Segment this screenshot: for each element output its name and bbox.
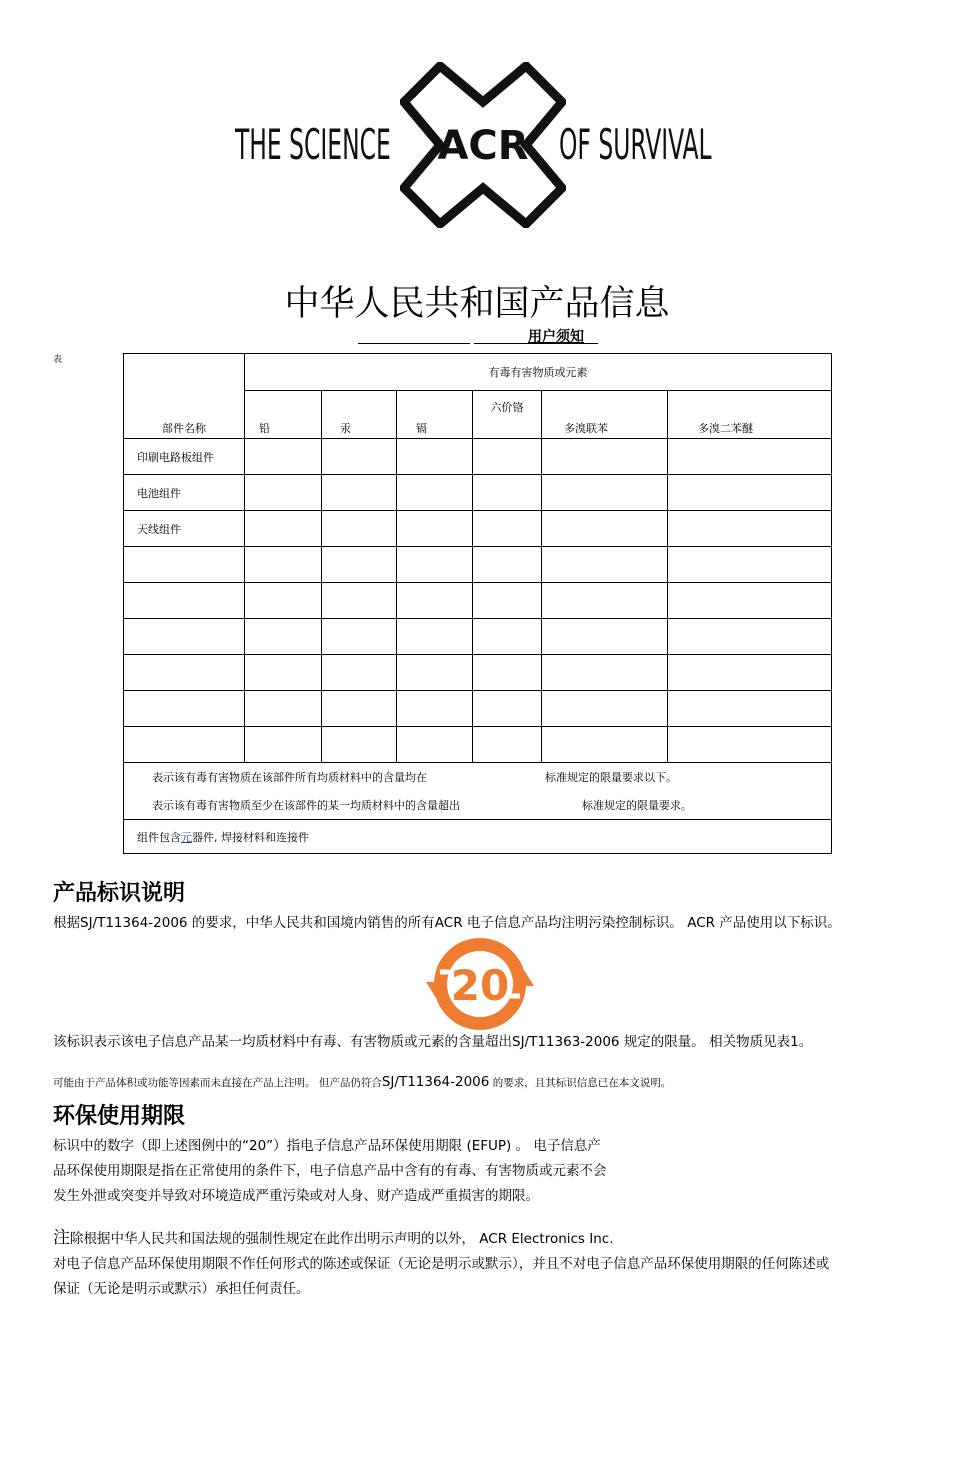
table-cell [473, 511, 542, 547]
table-cell [473, 619, 542, 655]
note-lead: 注 [53, 1228, 70, 1248]
table-cell [668, 691, 832, 727]
table-cell [668, 475, 832, 511]
note-line-1 [124, 763, 831, 791]
table-cell [397, 511, 473, 547]
column-header: 多溴二苯醚 [668, 391, 832, 439]
efup-recycle-icon [424, 936, 536, 1032]
table-cell [542, 583, 668, 619]
table-cell [397, 619, 473, 655]
table-cell [668, 583, 832, 619]
table-row [124, 547, 832, 583]
table-cell [245, 547, 322, 583]
column-header: 汞 [322, 391, 397, 439]
table-cell [397, 655, 473, 691]
logo-right-text: OF SURVIVAL [559, 120, 712, 169]
efup-number: 20 [450, 961, 510, 1010]
table-cell [245, 655, 322, 691]
paragraph-line: 品环保使用期限是指在正常使用的条件下，电子信息产品中含有的有毒、有害物质或元素不会 [53, 1163, 607, 1179]
p3-standard-code: SJ/T11364-2006 [381, 1074, 490, 1090]
efup-20-logo [424, 936, 536, 1036]
table-cell [542, 691, 668, 727]
column-header: 六价铬 [473, 391, 542, 439]
table-cell [668, 511, 832, 547]
table-cell [322, 439, 397, 475]
table-cell [397, 691, 473, 727]
table-label: 表 [53, 355, 63, 365]
table-cell [245, 619, 322, 655]
table-cell [322, 475, 397, 511]
table-cell [322, 691, 397, 727]
table-cell [397, 439, 473, 475]
table-cell [245, 691, 322, 727]
table-cell [668, 547, 832, 583]
table-cell [245, 583, 322, 619]
note-line-2 [124, 791, 831, 819]
table-footer [124, 820, 832, 854]
table-cell [473, 475, 542, 511]
table-row [124, 475, 832, 511]
table-cell [473, 691, 542, 727]
table-cell [245, 511, 322, 547]
part-name-header: 部件名称 [124, 354, 245, 439]
table-cell [542, 475, 668, 511]
table-row [124, 691, 832, 727]
document-subtitle: 用户须知 [528, 329, 584, 345]
table-cell [245, 475, 322, 511]
table-cell [397, 727, 473, 763]
document-title: 中华人民共和国产品信息 [284, 284, 670, 324]
table-cell [397, 475, 473, 511]
table-cell [542, 727, 668, 763]
table-notes [124, 763, 832, 820]
table-cell [668, 439, 832, 475]
part-name-cell [124, 691, 245, 727]
part-name-cell: 天线组件 [124, 511, 245, 547]
table-row [124, 439, 832, 475]
table-cell [668, 727, 832, 763]
section-heading-efup: 环保使用期限 [53, 1104, 186, 1129]
part-name-cell [124, 583, 245, 619]
table-cell [322, 511, 397, 547]
table-cell [322, 547, 397, 583]
table-row [124, 655, 832, 691]
section-heading-product-marking: 产品标识说明 [53, 881, 186, 906]
column-header: 镉 [397, 391, 473, 439]
table-cell [473, 547, 542, 583]
table-row [124, 511, 832, 547]
paragraph: 根据SJ/T11364-2006 的要求，中华人民共和国境内销售的所有ACR 电子信息产品均注明污染控制标识。 ACR 产品使用以下标识。 [53, 915, 841, 931]
logo-left-text: THE SCIENCE [235, 120, 391, 169]
column-header: 铅 [245, 391, 322, 439]
paragraph: 该标识表示该电子信息产品某一均质材料中有毒、有害物质或元素的含量超出SJ/T11363-2006 规定的限量。 相关物质见表1。 [53, 1034, 813, 1050]
part-name-cell [124, 727, 245, 763]
subtitle-block [358, 326, 598, 346]
acr-logo [226, 62, 736, 228]
paragraph [53, 1134, 607, 1209]
paragraph-line: 发生外泄或突变并导致对环境造成严重污染或对人身、财产造成严重损害的期限。 [53, 1188, 539, 1204]
logo-brand-text: ACR [437, 123, 529, 169]
table-cell [542, 619, 668, 655]
substance-group-header: 有毒有害物质或元素 [245, 354, 832, 391]
note-line-1: 除根据中华人民共和国法规的强制性规定在此作出明示声明的以外， ACR Electronics Inc. [70, 1231, 614, 1247]
disclaimer-note [53, 1226, 829, 1302]
paragraph-small [53, 1070, 671, 1096]
table-row [124, 727, 832, 763]
footer-text: 组件包含 [137, 830, 181, 844]
paragraph-line: 标识中的数字（即上述图例中的“20”）指电子信息产品环保使用期限 (EFUP) 。 电子信息产 [53, 1138, 601, 1154]
footer-highlight: 元 [181, 830, 192, 844]
table-cell [245, 727, 322, 763]
note-2-text: 表示该有毒有害物质至少在该部件的某一均质材料中的含量超出 [152, 799, 460, 812]
table-cell [322, 727, 397, 763]
note-line-3: 保证（无论是明示或默示）承担任何责任。 [53, 1281, 310, 1297]
table-cell [397, 547, 473, 583]
footer-text-end: 器件, 焊接材料和连接件 [192, 830, 309, 844]
part-name-cell [124, 547, 245, 583]
table-cell [322, 619, 397, 655]
table-cell [668, 655, 832, 691]
table-cell [542, 547, 668, 583]
note-line-2: 对电子信息产品环保使用期限不作任何形式的陈述或保证（无论是明示或默示），并且不对电子信息产品环保使用期限的任何陈述或 [53, 1256, 830, 1272]
table-cell [473, 583, 542, 619]
note-1-text: 表示该有毒有害物质在该部件所有均质材料中的含量均在 [152, 771, 427, 784]
table-cell [473, 655, 542, 691]
table-cell [322, 583, 397, 619]
acr-cross-icon [400, 62, 566, 228]
part-name-cell [124, 655, 245, 691]
p3-text: 可能由于产品体积或功能等因素而未直接在产品上注明。 但产品仍符合 [53, 1077, 382, 1089]
table-cell [473, 727, 542, 763]
hazardous-substance-table [123, 353, 832, 854]
part-name-cell: 印刷电路板组件 [124, 439, 245, 475]
note-2-text-end: 标准规定的限量要求。 [582, 799, 692, 812]
table-cell [322, 655, 397, 691]
table-cell [542, 655, 668, 691]
table-cell [473, 439, 542, 475]
p3-text-end: 的要求，且其标识信息已在本文说明。 [489, 1077, 672, 1089]
table-cell [668, 619, 832, 655]
table-cell [542, 511, 668, 547]
part-name-cell: 电池组件 [124, 475, 245, 511]
table-row [124, 583, 832, 619]
column-header: 多溴联苯 [542, 391, 668, 439]
table-cell [245, 439, 322, 475]
note-1-text-end: 标准规定的限量要求以下。 [545, 771, 677, 784]
underline-rule [358, 343, 470, 344]
part-name-cell [124, 619, 245, 655]
table-cell [542, 439, 668, 475]
table-row [124, 619, 832, 655]
table-cell [397, 583, 473, 619]
